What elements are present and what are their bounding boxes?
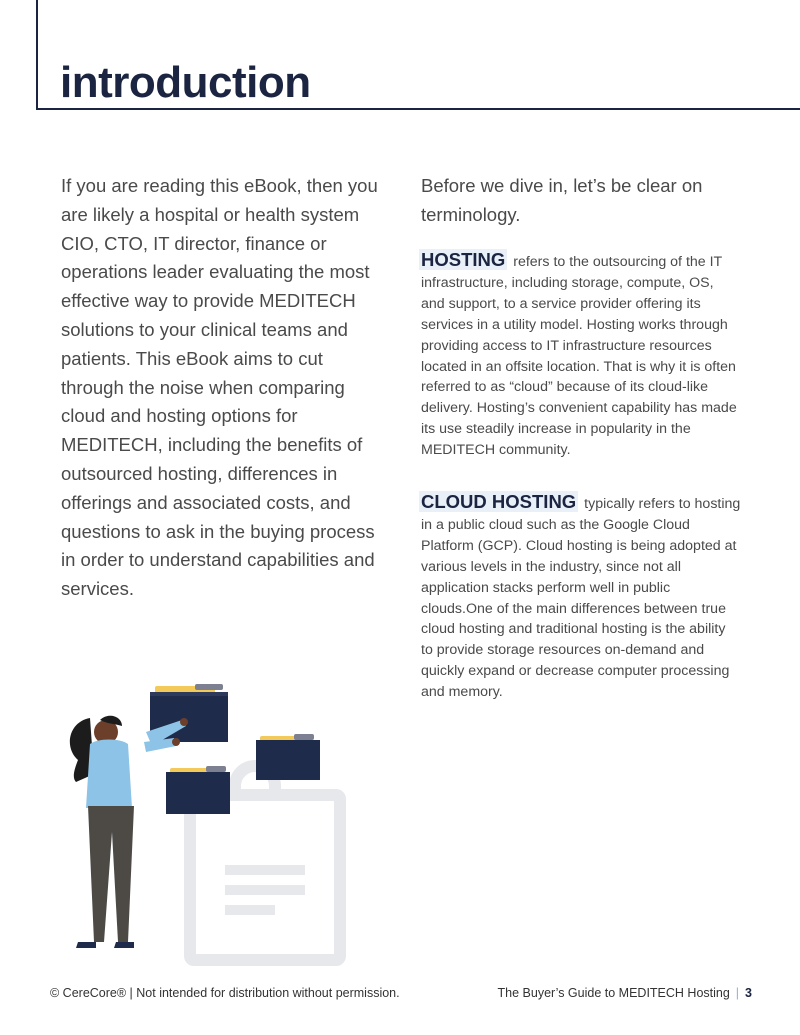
- terminology-column: [421, 172, 741, 701]
- woman-with-folders-illustration: [60, 680, 360, 980]
- page-title: introduction: [60, 58, 311, 107]
- page-number: 3: [745, 986, 752, 1000]
- footer-doc-info: [498, 986, 752, 1000]
- hosting-definition: [421, 250, 741, 461]
- intro-paragraph: If you are reading this eBook, then you are likely a hospital or health system CIO, CTO, IT director, finance or operations leader evaluating the most effective way to provide MEDITECH solutions to your clinical teams and patients. This eBook aims to cut through the noise when comparing cloud and hosting options for MEDITECH, including the benefits of outsourced hosting, differences in offerings and associated costs, and questions to ask in the buying process in order to understand capabilities and services.: [61, 175, 378, 600]
- terminology-lead: Before we dive in, let’s be clear on terminology.: [421, 175, 703, 225]
- folder-icon: [166, 766, 230, 814]
- hosting-text: refers to the outsourcing of the IT infrastructure, including storage, compute, OS, and support, to a service provider offering its services in a utility model. Hosting works through providing access to IT infrastructure resources located in an offsite location. That is why it is often referred to as “cloud” because of its cloud-like delivery. Hosting’s convenient capability has made its use steadily increase in popularity in the MEDITECH community.: [421, 254, 737, 459]
- woman-figure: [70, 716, 188, 948]
- cloud-hosting-term: CLOUD HOSTING: [421, 491, 577, 512]
- folder-icon: [256, 734, 320, 780]
- cloud-hosting-text: typically refers to hosting in a public cloud such as the Google Cloud Platform (GCP). Cloud hosting is being adopted at various levels in the industry, since not all application stacks perform well in public clouds.One of the main differences between true cloud hosting and traditional hosting is the ability to provide storage resources on-demand and quickly expand or decrease computer processing and memory.: [421, 496, 741, 701]
- hosting-term: HOSTING: [421, 249, 506, 270]
- footer-copyright: © CereCore® | Not intended for distribution without permission.: [50, 986, 400, 1000]
- footer-separator: |: [735, 986, 740, 1000]
- cloud-hosting-definition: [421, 492, 741, 703]
- footer-doc-title: The Buyer’s Guide to MEDITECH Hosting: [497, 986, 730, 1000]
